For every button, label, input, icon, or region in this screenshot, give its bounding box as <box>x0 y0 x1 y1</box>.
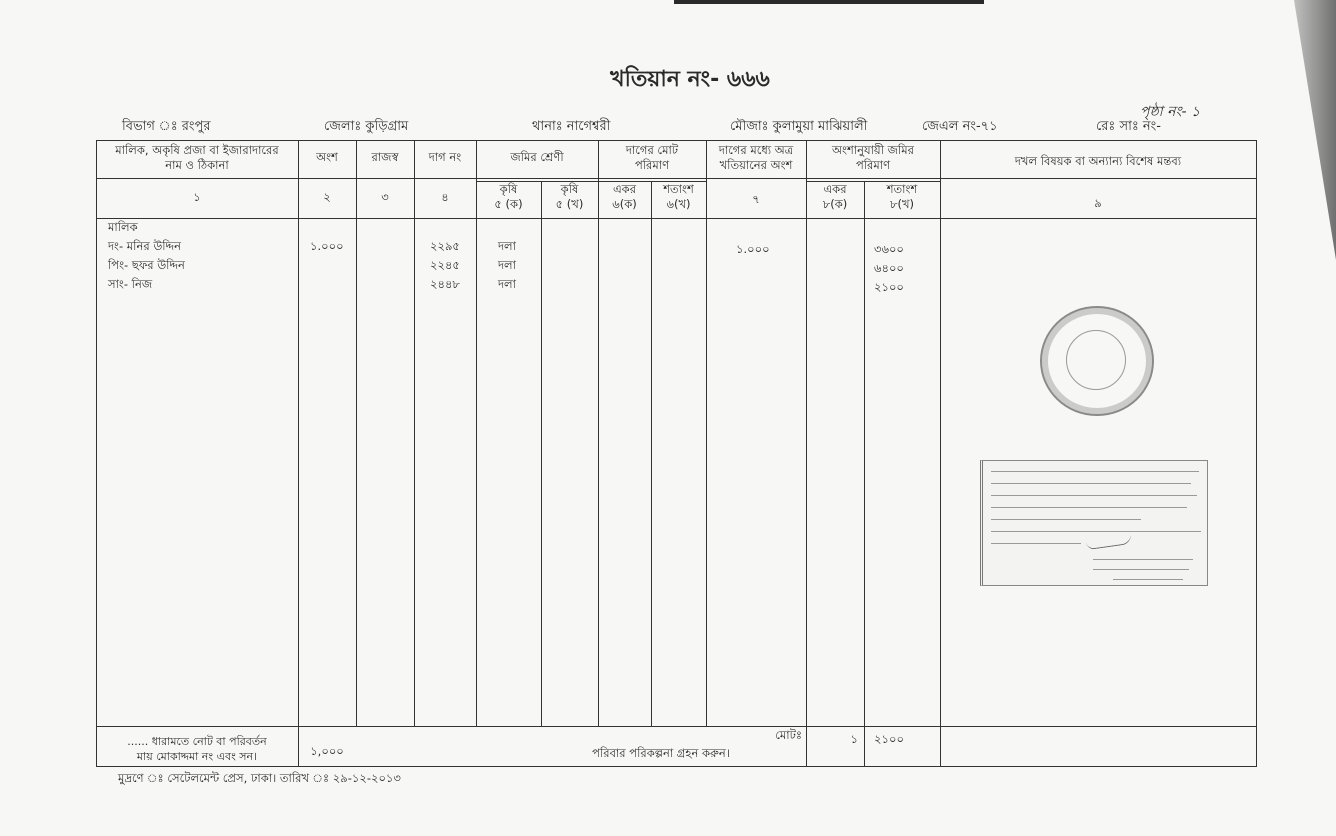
owner-father: পিং- ছফর উদ্দিন <box>108 258 185 272</box>
total-label: মোটঃ <box>775 728 802 742</box>
dag-number: ২২৪৫ <box>430 258 460 272</box>
khatian-share-value: ১.০০০ <box>736 242 770 256</box>
col-line <box>651 181 652 726</box>
share-land-value: ৩৬০০ <box>874 242 904 256</box>
total-shotangsho: ২১০০ <box>874 732 904 746</box>
land-class: দলা <box>498 277 516 291</box>
col-header-share-land: অংশানুযায়ী জমির পরিমাণ <box>832 143 914 172</box>
col-line <box>356 140 357 726</box>
page-corner-shadow <box>1266 0 1336 260</box>
land-class: দলা <box>498 258 516 272</box>
dag-number: ২৪৪৮ <box>430 277 460 291</box>
dag-number: ২২৯৫ <box>430 239 460 253</box>
table-border-bottom <box>96 766 1256 767</box>
col-line <box>598 140 599 726</box>
col-number-9: ৯ <box>1094 196 1102 210</box>
subheader-shotangsho-6: শতাংশ ৬(খ) <box>663 182 694 211</box>
dag-numbers <box>430 237 460 294</box>
col-line <box>414 140 415 726</box>
share-value: ১.০০০ <box>310 239 344 253</box>
footer-note: ...... ধারামতে নোট বা পরিবর্তন মায় মোকাদ্দমা নং এবং সন। <box>127 735 267 763</box>
print-info: মুদ্রণে ঃ সেটেলমেন্ট প্রেস, ঢাকা। তারিখ ঃ ২৯-১২-২০১৩ <box>118 771 401 785</box>
col-header-land-class: জমির শ্রেণী <box>510 150 564 164</box>
land-classes <box>498 237 516 294</box>
col-number-7: ৭ <box>752 192 760 206</box>
subheader-acre-6: একর ৬(ক) <box>612 182 637 211</box>
col-number-4: ৪ <box>441 190 449 204</box>
col-line <box>864 181 865 767</box>
col-line <box>706 140 707 726</box>
col-header-dag-total: দাগের মোট পরিমাণ <box>625 143 679 172</box>
share-land-values <box>874 240 904 297</box>
col-line <box>940 140 941 767</box>
owner-details <box>108 218 185 294</box>
col-number-3: ৩ <box>381 190 389 204</box>
seal-emblem <box>1066 330 1126 390</box>
col-line <box>476 140 477 726</box>
col-line <box>541 181 542 726</box>
office-seal <box>1040 306 1154 416</box>
thana-label: থানাঃ নাগেশ্বরী <box>532 119 611 134</box>
col-header-khatian-share: দাগের মধ্যে অত্র খতিয়ানের অংশ <box>718 143 794 172</box>
col-line <box>298 140 299 767</box>
col-number-2: ২ <box>323 190 331 204</box>
footer-share-total: ১,০০০ <box>310 744 344 758</box>
subheader-krishi-b: কৃষি ৫ (খ) <box>555 182 584 211</box>
col-line <box>806 140 807 767</box>
header-divider <box>96 178 1256 179</box>
col-header-owner: মালিক, অকৃষি প্রজা বা ইজারাদারের নাম ও ঠিকানা <box>115 143 279 172</box>
khatian-table <box>96 140 1256 768</box>
subheader-shotangsho-8: শতাংশ ৮(খ) <box>886 182 918 211</box>
col-line <box>1256 140 1257 767</box>
col-line <box>96 140 97 767</box>
division-label: বিভাগ ঃ রংপুর <box>122 119 211 134</box>
reg-number: রেঃ সাঃ নং- <box>1096 119 1161 134</box>
total-acre: ১ <box>850 732 858 746</box>
footer-divider <box>96 726 1256 727</box>
owner-name: দং- মনির উদ্দিন <box>108 239 181 253</box>
khatian-title: খতিয়ান নং- ৬৬৬ <box>610 67 770 92</box>
number-row-divider <box>96 218 1256 219</box>
owner-label: মালিক <box>108 220 138 234</box>
district-label: জেলাঃ কুড়িগ্রাম <box>324 119 409 134</box>
page-number: পৃষ্ঠা নং- ১ <box>1140 104 1201 120</box>
top-edge-shadow <box>674 0 984 4</box>
jl-number: জেএল নং-৭১ <box>922 119 998 134</box>
mouza-label: মৌজাঃ কুলামুয়া মাঝিয়ালী <box>730 119 868 134</box>
col-header-share: অংশ <box>316 150 338 164</box>
col-header-remarks: দখল বিষয়ক বা অন্যান্য বিশেষ মন্তব্য <box>1014 154 1182 168</box>
share-land-value: ২১০০ <box>874 280 904 294</box>
col-header-dag: দাগ নং <box>428 150 462 164</box>
land-class: দলা <box>498 239 516 253</box>
subheader-acre-8: একর ৮(ক) <box>822 182 848 211</box>
share-land-value: ৬৪০০ <box>874 261 904 275</box>
table-border-top <box>96 140 1256 141</box>
family-planning-note: পরিবার পরিকল্পনা গ্রহন করুন। <box>592 746 730 760</box>
subheader-krishi-a: কৃষি ৫ (ক) <box>494 182 523 211</box>
owner-address: সাং- নিজ <box>108 277 153 291</box>
col-header-revenue: রাজস্ব <box>371 150 399 164</box>
col-number-1: ১ <box>193 190 201 204</box>
attestation-stamp <box>980 460 1208 586</box>
